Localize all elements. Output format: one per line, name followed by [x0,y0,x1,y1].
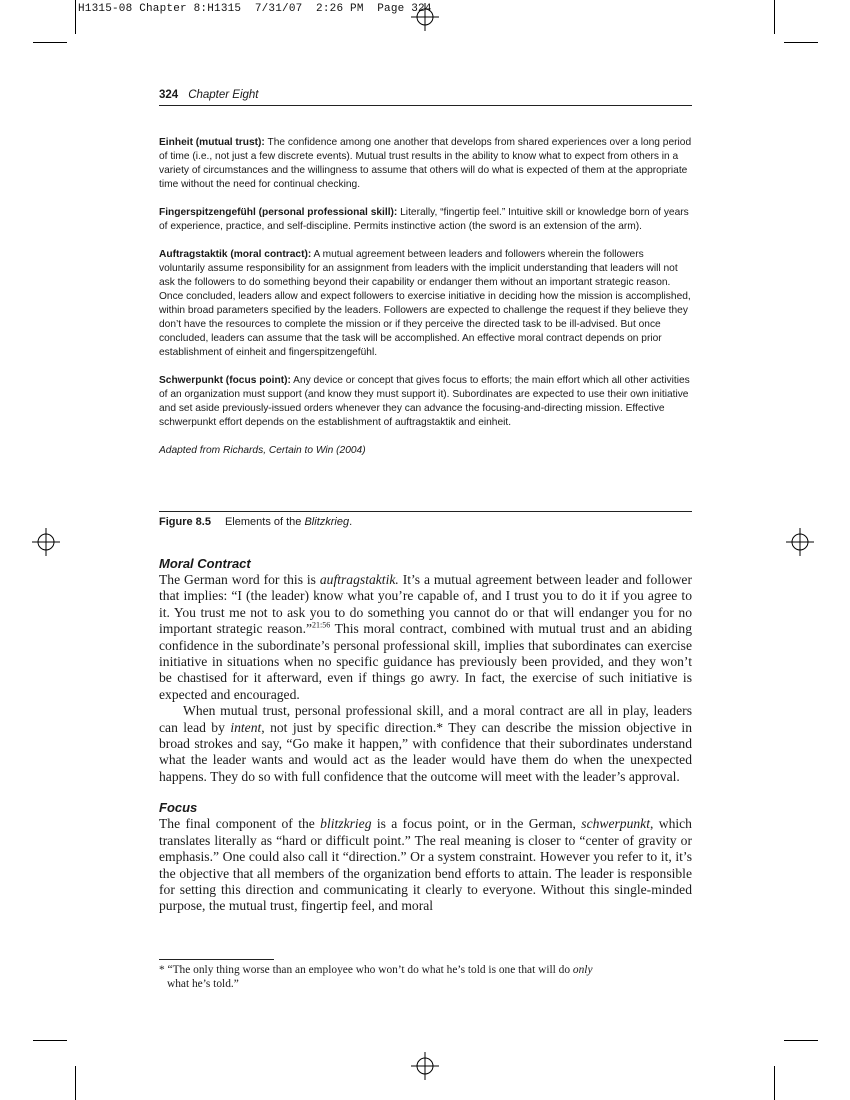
page-number: 324 [159,89,179,101]
crop-mark [784,1040,818,1041]
crop-mark [33,1040,67,1041]
footnote-divider [159,959,274,960]
figure-label: Figure 8.5 [159,516,211,528]
body-text [159,555,692,915]
running-header [159,89,692,106]
citation-superscript: 21:56 [312,620,331,630]
paragraph: When mutual trust, personal professional skill, and a moral contract are all in play, leaders can lead by intent, not just by specific direction.* They can describe the mission objective in broad strokes and say, “Go make it happen,” with confidence that their subordinates understand what the leader wants and would act as the leader would have them do when the unexpected happens. They do so with full confidence that the outcome will meet with the leader’s approval. [159,703,692,784]
crop-mark [33,42,67,43]
registration-mark-icon [786,528,814,556]
crop-mark [774,0,775,34]
definition-auftragstaktik: Auftragstaktik (moral contract): A mutual agreement between leaders and followers wherein the followers voluntarily assume responsibility for an assignment from leaders with the implicit understanding that leaders will not ask the followers to do something beyond their capability or endanger them without an important strategic reason. Once concluded, leaders allow and expect followers to exercise initiative in deciding how the mission is accomplished, within broad parameters specified by the leaders. Followers are expected to challenge the request if they believe they don’t have the resources to complete the mission or if they perceive the directed task to be ill-advised. But once concluded, leaders can assume that the task will be accomplished. An effective moral contract depends on prior establishment of einheit and fingerspitzengefühl. [159,249,691,358]
crop-mark [75,1066,76,1100]
section-heading-focus: Focus [159,800,198,816]
paragraph: The German word for this is auftragstaktik. It’s a mutual agreement between leader and follower that implies: “I (the leader) know what you’re capable of, and I trust you to do it if you agree to it. You trust me not to ask you to do something you cannot do or that will endanger you for no important strategic reason.”$^{21:56}$ This moral contract, combined with mutual trust and an abiding confidence in the subordinate’s personal professional skill, implies that subordinates can exercise initiative in situations when no specific guidance has previously been provided, and they won’t be chastised for it afterward, even if things go awry. In fact, the exercise of such initiative is expected and encouraged. [159,572,692,702]
chapter-title: Chapter Eight [188,89,259,101]
crop-mark [75,0,76,34]
definition-einheit: Einheit (mutual trust): The confidence among one another that develops from shared experiences over a long period of time (i.e., not just a few discrete events). Mutual trust results in the ability to know what to expect from others in a variety of circumstances and the willingness to assume that others will do what is expected of them at the appropriate time without the need for continual checking. [159,137,692,190]
footnote: * “The only thing worse than an employee who won’t do what he’s told is one that will do only what he’s told.” [159,964,593,990]
crop-mark [784,42,818,43]
crop-mark [774,1066,775,1100]
figure-source: Adapted from Richards, Certain to Win (2004) [159,445,366,456]
registration-mark-icon [32,528,60,556]
definition-schwerpunkt: Schwerpunkt (focus point): Any device or concept that gives focus to efforts; the main effort which all other activities of an organization must support (and know they must support it). Subordinates are expected to use their own initiative and set aside previously-issued orders whenever they can advance the focusing-and-directing mission. Effective schwerpunkt effort depends on the establishment of auftragstaktik and einheit. [159,375,690,428]
registration-mark-icon [411,1052,439,1080]
figure-caption: Figure 8.5 Elements of the Blitzkrieg. [159,516,353,528]
section-heading-moral-contract: Moral Contract [159,556,251,571]
figure-box [159,136,692,458]
paragraph: The final component of the blitzkrieg is a focus point, or in the German, schwerpunkt, which translates literally as “hard or difficult point.” The real meaning is closer to “center of gravity or emphasis.” One could also call it “direction.” Or a system constraint. However you refer to it, it’s the objective that all members of the organization bend efforts to attain. The leader is responsible for setting this direction and communicating it clearly to everyone. Without this single-minded purpose, the mutual trust, fingertip feel, and moral [159,816,692,914]
figure-divider [159,511,692,512]
definition-fingerspitzengefuhl: Fingerspitzengefühl (personal professional skill): Literally, “fingertip feel.” Intuitive skill or knowledge born of years of experience, practice, and self-discipline. Permits instinctive action (the sword is an extension of the arm). [159,207,689,232]
registration-mark-icon [411,3,439,31]
print-slug: H1315-08 Chapter 8:H1315 7/31/07 2:26 PM Page 324 [78,3,432,15]
